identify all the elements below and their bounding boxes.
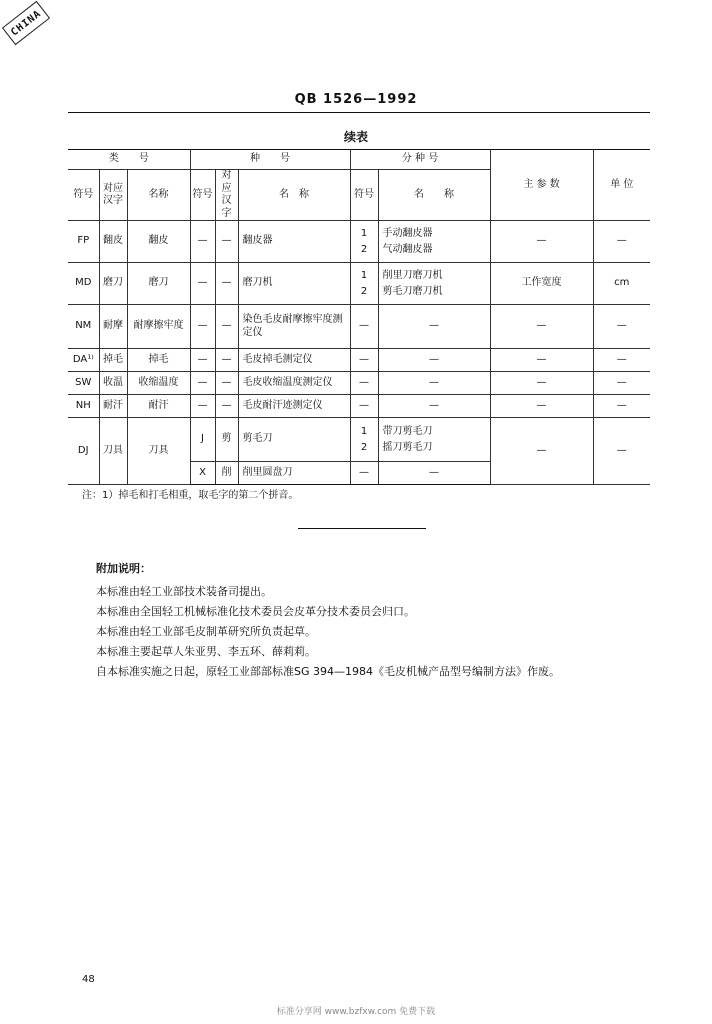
species-name: 磨刀机 [238,263,350,305]
subspecies-number: — [350,305,378,349]
additional-note-line: 本标准由轻工业部技术装备司提出。 [96,585,272,598]
class-symbol: DA¹⁾ [68,349,99,372]
additional-notes-title: 附加说明： [96,562,151,575]
species-hanzi: 削 [215,462,238,485]
class-hanzi: 翻皮 [99,221,127,263]
header-hanzi: 对应汉字 [215,170,238,221]
header-unit: 单 位 [593,150,650,221]
unit: — [593,372,650,395]
table-footnote: 注：1）掉毛和打毛相重，取毛字的第二个拼音。 [82,490,299,501]
species-name: 剪毛刀 [238,418,350,462]
table-row [68,263,650,305]
subspecies-name: 带刀剪毛刀 摇刀剪毛刀 [378,418,490,462]
subspecies-number: 1 2 [350,221,378,263]
class-name: 耐摩擦牢度 [127,305,190,349]
subspecies-name: — [378,305,490,349]
unit: — [593,349,650,372]
header-name: 名称 [127,170,190,221]
table-row [68,305,650,349]
subspecies-name: — [378,349,490,372]
species-symbol: — [190,305,215,349]
header-params: 主 参 数 [490,150,593,221]
class-symbol: NH [68,395,99,418]
additional-notes [96,560,560,682]
class-symbol: NM [68,305,99,349]
subspecies-number: — [350,349,378,372]
additional-note-line: 本标准主要起草人朱亚男、李五环、薛莉莉。 [96,645,316,658]
subspecies-number: — [350,372,378,395]
species-symbol: — [190,372,215,395]
main-param: — [490,221,593,263]
species-name: 削里圆盘刀 [238,462,350,485]
header-species: 种 号 [190,150,350,170]
class-hanzi: 耐摩 [99,305,127,349]
subspecies-number: — [350,395,378,418]
table-row [68,221,650,263]
header-name: 名 称 [378,170,490,221]
subspecies-name: 削里刀磨刀机 剪毛刀磨刀机 [378,263,490,305]
main-param: — [490,372,593,395]
additional-note-line: 自本标准实施之日起，原轻工业部部标准SG 394—1984《毛皮机械产品型号编制方法》作废。 [96,665,560,678]
species-name: 毛皮耐汗迹测定仪 [238,395,350,418]
page-number: 48 [82,974,95,985]
species-symbol: — [190,221,215,263]
model-code-table [68,149,650,485]
header-symbol: 符号 [350,170,378,221]
subspecies-name: 手动翻皮器 气动翻皮器 [378,221,490,263]
header-name: 名 称 [238,170,350,221]
additional-note-line: 本标准由轻工业部毛皮制革研究所负责起草。 [96,625,316,638]
species-hanzi: — [215,221,238,263]
table-row [68,372,650,395]
table-row [68,418,650,462]
species-symbol: — [190,395,215,418]
unit: — [593,221,650,263]
main-param: — [490,305,593,349]
class-name: 收缩温度 [127,372,190,395]
table-title: 续表 [343,130,368,144]
subspecies-name: — [378,462,490,485]
species-hanzi: — [215,349,238,372]
class-symbol: MD [68,263,99,305]
species-name: 毛皮收缩温度测定仪 [238,372,350,395]
species-hanzi: 剪 [215,418,238,462]
header-hanzi: 对应汉字 [99,170,127,221]
header-subspecies: 分 种 号 [350,150,490,170]
main-param: — [490,349,593,372]
footer-watermark: 标准分享网 www.bzfxw.com 免费下载 [276,1007,436,1017]
species-symbol: — [190,263,215,305]
header-symbol: 符号 [68,170,99,221]
species-hanzi: — [215,372,238,395]
species-name: 毛皮掉毛测定仪 [238,349,350,372]
class-symbol: DJ [68,418,99,485]
class-name: 掉毛 [127,349,190,372]
main-param: — [490,395,593,418]
unit: — [593,418,650,485]
header-rule [68,112,650,113]
header-class: 类 号 [68,150,190,170]
class-hanzi: 刀具 [99,418,127,485]
class-name: 刀具 [127,418,190,485]
unit: — [593,395,650,418]
subspecies-number: 1 2 [350,418,378,462]
class-symbol: SW [68,372,99,395]
subspecies-number: — [350,462,378,485]
section-divider [298,528,426,529]
species-symbol: X [190,462,215,485]
standard-code: QB 1526—1992 [294,92,418,107]
table-row [68,395,650,418]
species-hanzi: — [215,305,238,349]
species-hanzi: — [215,395,238,418]
species-name: 翻皮器 [238,221,350,263]
main-param: — [490,418,593,485]
header-symbol: 符号 [190,170,215,221]
subspecies-number: 1 2 [350,263,378,305]
unit: — [593,305,650,349]
class-symbol: FP [68,221,99,263]
species-hanzi: — [215,263,238,305]
china-stamp: CHINA [2,1,50,45]
species-name: 染色毛皮耐摩擦牢度测定仪 [238,305,350,349]
class-name: 磨刀 [127,263,190,305]
class-hanzi: 耐汗 [99,395,127,418]
class-hanzi: 磨刀 [99,263,127,305]
species-symbol: J [190,418,215,462]
subspecies-name: — [378,372,490,395]
table-row [68,349,650,372]
class-name: 翻皮 [127,221,190,263]
main-param: 工作宽度 [490,263,593,305]
class-hanzi: 收温 [99,372,127,395]
additional-note-line: 本标准由全国轻工机械标准化技术委员会皮革分技术委员会归口。 [96,605,415,618]
header-row-1 [68,150,650,170]
species-symbol: — [190,349,215,372]
class-name: 耐汗 [127,395,190,418]
unit: cm [593,263,650,305]
class-hanzi: 掉毛 [99,349,127,372]
subspecies-name: — [378,395,490,418]
